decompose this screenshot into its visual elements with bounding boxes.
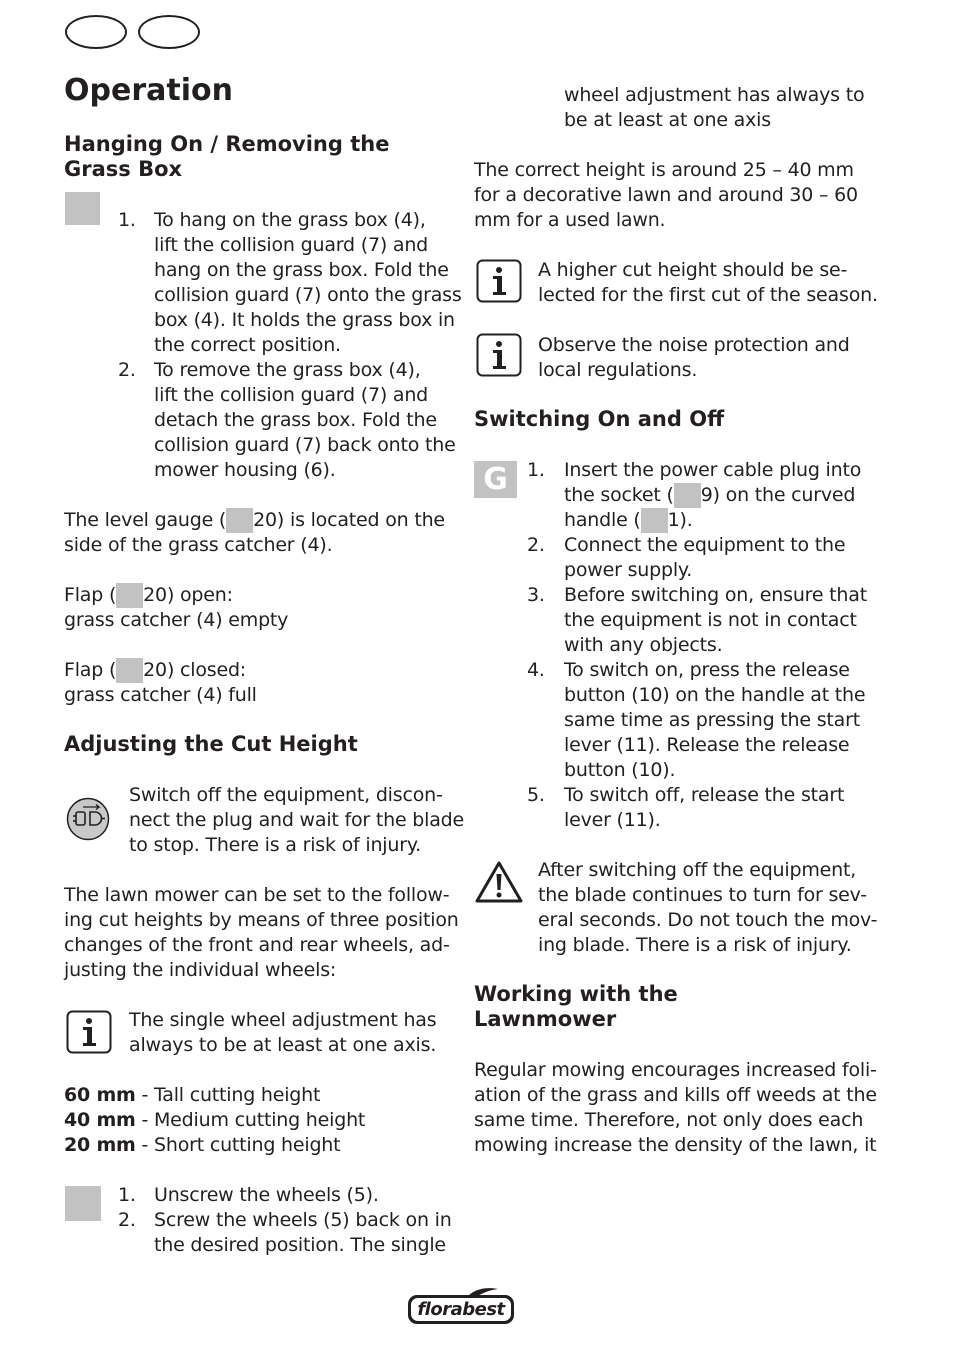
section-heading-cut-height: Adjusting the Cut Height <box>64 732 358 756</box>
step-text: lift the collision guard (7) and <box>154 234 429 256</box>
info-text: The single wheel adjustment has <box>129 1009 437 1031</box>
figure-ref-box <box>226 508 253 533</box>
step-text: Connect the equipment to the <box>564 534 846 556</box>
level-gauge-text: The level gauge ( 20) is located on the <box>64 509 445 531</box>
step-text: To switch on, press the release <box>564 659 850 681</box>
info-text: A higher cut height should be se- <box>538 259 848 281</box>
step-text: power supply. <box>564 559 693 581</box>
section-heading-working-2: Lawnmower <box>474 1007 617 1031</box>
step-text: lever (11). Release the release <box>564 734 850 756</box>
step-text: handle ( 1). <box>564 509 693 531</box>
level-gauge-text: side of the grass catcher (4). <box>64 534 333 556</box>
warning-text: to stop. There is a risk of injury. <box>129 834 421 856</box>
flap-closed-text: grass catcher (4) full <box>64 684 257 706</box>
paragraph-text: same time. Therefore, not only does each <box>474 1109 864 1131</box>
step-text: Before switching on, ensure that <box>564 584 867 606</box>
step-text: the correct position. <box>154 334 341 356</box>
step-text: hang on the grass box. Fold the <box>154 259 449 281</box>
step-text: Unscrew the wheels (5). <box>154 1184 379 1206</box>
figure-badge-g: G <box>474 461 517 498</box>
figure-ref-box <box>674 483 701 508</box>
step-text: button (10) on the handle at the <box>564 684 866 706</box>
flap-closed-text: Flap ( 20) closed: <box>64 659 247 681</box>
language-oval-1 <box>65 15 127 49</box>
figure-ref-box <box>116 658 143 683</box>
section-heading-working-1: Working with the <box>474 982 678 1006</box>
step-number: 2. <box>118 1209 136 1231</box>
paragraph-text: justing the individual wheels: <box>64 959 337 981</box>
step-text: button (10). <box>564 759 676 781</box>
step-text: To hang on the grass box (4), <box>154 209 426 231</box>
height-option: 20 mm - Short cutting height <box>64 1134 341 1156</box>
step-text: the equipment is not in contact <box>564 609 857 631</box>
info-icon <box>66 1010 112 1054</box>
paragraph-text: changes of the front and rear wheels, ad- <box>64 934 450 956</box>
figure-ref-box <box>116 583 143 608</box>
continued-text: wheel adjustment has always to <box>564 84 865 106</box>
paragraph-text: ation of the grass and kills off weeds at the <box>474 1084 877 1106</box>
figure-ref-box <box>65 192 100 225</box>
step-text: Insert the power cable plug into <box>564 459 862 481</box>
paragraph-text: mowing increase the density of the lawn, it <box>474 1134 877 1156</box>
figure-ref-box <box>641 508 668 533</box>
caution-text: After switching off the equipment, <box>538 859 857 881</box>
figure-ref-box <box>65 1186 101 1221</box>
step-text: the desired position. The single <box>154 1234 446 1256</box>
caution-text: ing blade. There is a risk of injury. <box>538 934 852 956</box>
section-heading-switching: Switching On and Off <box>474 407 725 431</box>
step-text: lift the collision guard (7) and <box>154 384 429 406</box>
paragraph-text: Regular mowing encourages increased foli- <box>474 1059 877 1081</box>
continued-text: be at least at one axis <box>564 109 771 131</box>
language-oval-2 <box>138 15 200 49</box>
warning-triangle-icon <box>474 860 524 904</box>
paragraph-text: The lawn mower can be set to the follow- <box>64 884 450 906</box>
info-text: local regulations. <box>538 359 698 381</box>
step-text: box (4). It holds the grass box in <box>154 309 455 331</box>
section-heading-grass-box-2: Grass Box <box>64 157 183 181</box>
info-icon <box>476 333 522 377</box>
paragraph-text: ing cut heights by means of three position <box>64 909 459 931</box>
step-number: 4. <box>527 659 545 681</box>
step-number: 1. <box>118 209 136 231</box>
step-text: To remove the grass box (4), <box>154 359 421 381</box>
info-text: always to be at least at one axis. <box>129 1034 437 1056</box>
page-title: Operation <box>64 73 233 108</box>
step-number: 5. <box>527 784 545 806</box>
step-text: lever (11). <box>564 809 661 831</box>
info-text: lected for the first cut of the season. <box>538 284 878 306</box>
warning-text: Switch off the equipment, discon- <box>129 784 443 806</box>
section-heading-grass-box-1: Hanging On / Removing the <box>64 132 390 156</box>
step-text: detach the grass box. Fold the <box>154 409 437 431</box>
height-recommendation: mm for a used lawn. <box>474 209 666 231</box>
step-text: collision guard (7) back onto the <box>154 434 456 456</box>
flap-open-text: grass catcher (4) empty <box>64 609 289 631</box>
step-text: To switch off, release the start <box>564 784 845 806</box>
step-text: same time as pressing the start <box>564 709 860 731</box>
step-text: collision guard (7) onto the grass <box>154 284 462 306</box>
step-text: Screw the wheels (5) back on in <box>154 1209 452 1231</box>
logo-text: florabest <box>417 1299 505 1320</box>
step-number: 3. <box>527 584 545 606</box>
unplug-icon <box>66 797 110 841</box>
info-text: Observe the noise protection and <box>538 334 850 356</box>
height-recommendation: The correct height is around 25 – 40 mm <box>474 159 854 181</box>
info-icon <box>476 259 522 303</box>
step-number: 1. <box>527 459 545 481</box>
step-number: 2. <box>118 359 136 381</box>
step-text: mower housing (6). <box>154 459 336 481</box>
caution-text: the blade continues to turn for sev- <box>538 884 867 906</box>
caution-text: eral seconds. Do not touch the mov- <box>538 909 878 931</box>
height-option: 40 mm - Medium cutting height <box>64 1109 366 1131</box>
warning-text: nect the plug and wait for the blade <box>129 809 465 831</box>
step-number: 2. <box>527 534 545 556</box>
height-option: 60 mm - Tall cutting height <box>64 1084 321 1106</box>
florabest-logo-icon <box>406 1286 516 1326</box>
step-text: with any objects. <box>564 634 723 656</box>
step-number: 1. <box>118 1184 136 1206</box>
height-recommendation: for a decorative lawn and around 30 – 60 <box>474 184 858 206</box>
flap-open-text: Flap ( 20) open: <box>64 584 233 606</box>
step-text: the socket ( 9) on the curved <box>564 484 856 506</box>
